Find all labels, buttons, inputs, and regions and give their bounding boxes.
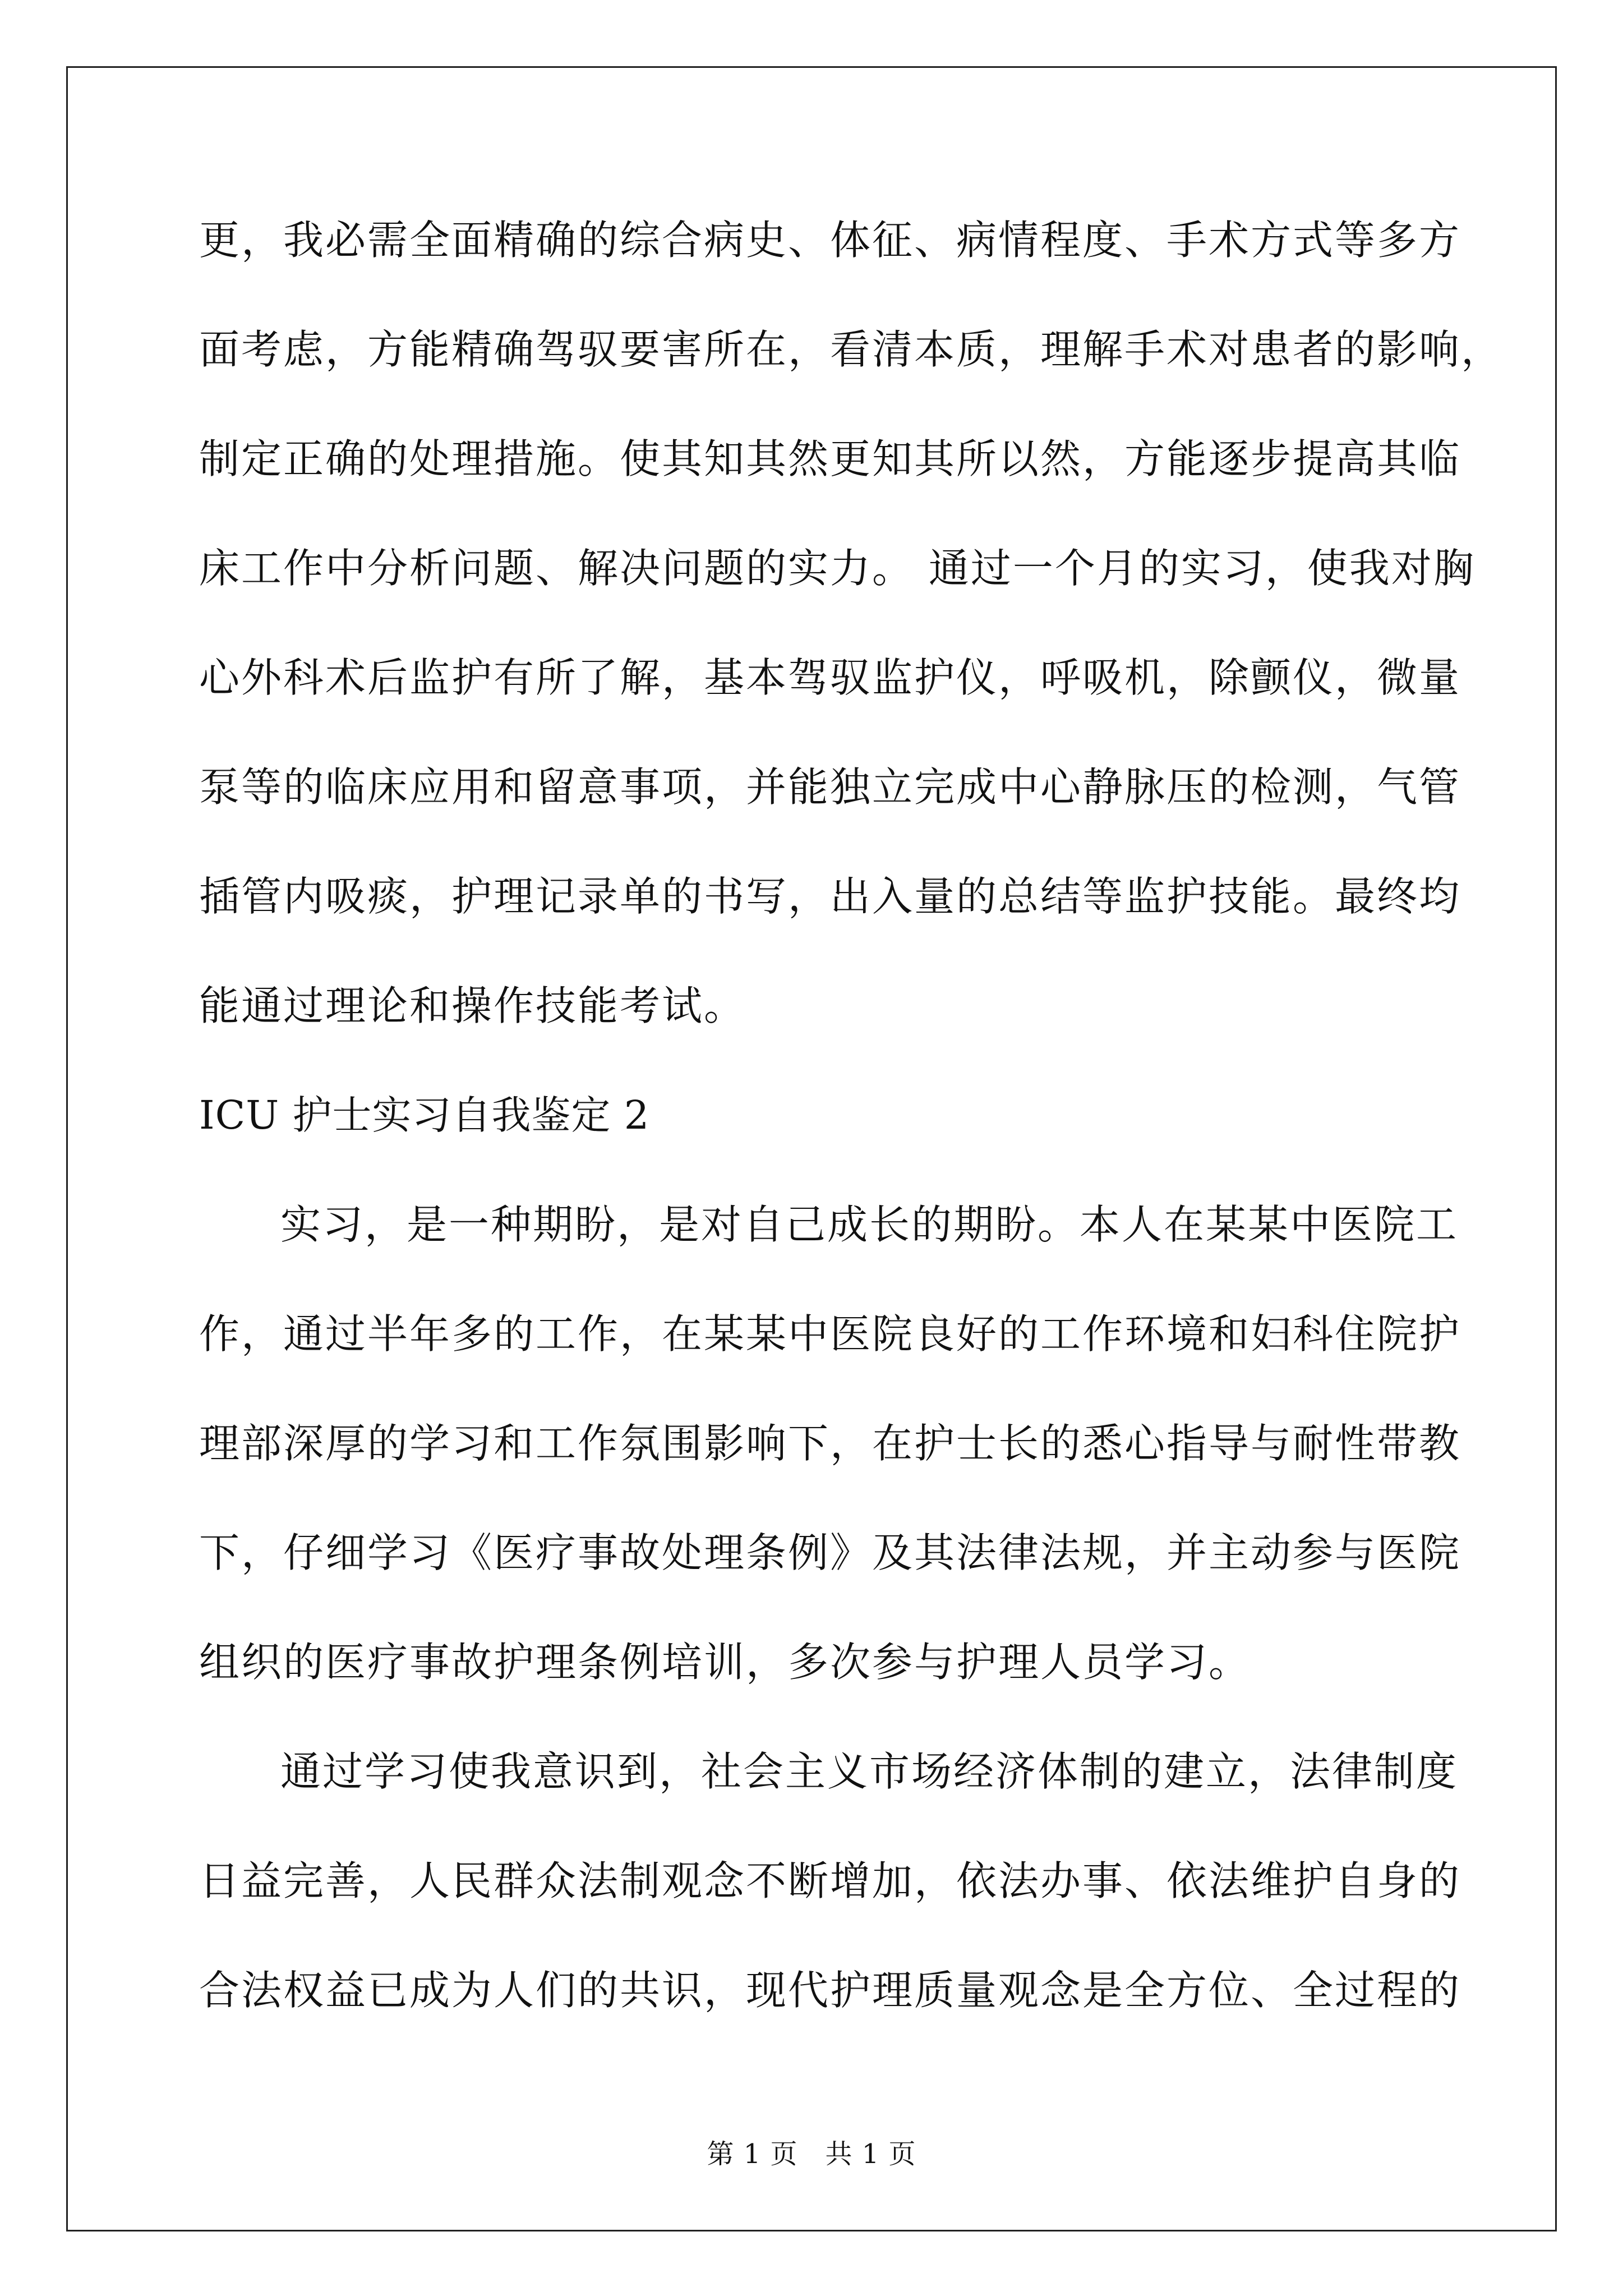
text-line: 面考虑，方能精确驾驭要害所在，看清本质，理解手术对患者的影响， — [199, 326, 1504, 373]
text-line: 插管内吸痰，护理记录单的书写，出入量的总结等监护技能。最终均 — [199, 873, 1461, 920]
page-footer: 第 1 页 共 1 页 — [707, 2138, 916, 2170]
text-line: 理部深厚的学习和工作氛围影响下，在护士长的悉心指导与耐性带教 — [199, 1420, 1461, 1467]
text-line: 通过学习使我意识到，社会主义市场经济体制的建立，法律制度 — [280, 1748, 1459, 1795]
text-line: 制定正确的处理措施。使其知其然更知其所以然，方能逐步提高其临 — [199, 435, 1461, 482]
text-line: 下，仔细学习《医疗事故处理条例》及其法律法规，并主动参与医院 — [199, 1529, 1461, 1576]
text-line: 日益完善，人民群众法制观念不断增加，依法办事、依法维护自身的 — [199, 1857, 1461, 1904]
section-heading: ICU 护士实习自我鉴定 2 — [199, 1092, 650, 1138]
text-line: 更，我必需全面精确的综合病史、体征、病情程度、手术方式等多方 — [199, 217, 1461, 264]
text-line: 床工作中分析问题、解决问题的实力。 通过一个月的实习，使我对胸 — [199, 545, 1476, 592]
text-line: 泵等的临床应用和留意事项，并能独立完成中心静脉压的检测，气管 — [199, 763, 1461, 811]
text-line: 实习，是一种期盼，是对自己成长的期盼。本人在某某中医院工 — [280, 1201, 1459, 1248]
text-line: 组织的医疗事故护理条例培训，多次参与护理人员学习。 — [199, 1639, 1251, 1686]
text-line: 作，通过半年多的工作，在某某中医院良好的工作环境和妇科住院护 — [199, 1310, 1461, 1358]
text-line: 心外科术后监护有所了解，基本驾驭监护仪，呼吸机，除颤仪，微量 — [199, 654, 1461, 701]
text-line: 能通过理论和操作技能考试。 — [199, 982, 746, 1029]
text-line: 合法权益已成为人们的共识，现代护理质量观念是全方位、全过程的 — [199, 1967, 1461, 2014]
